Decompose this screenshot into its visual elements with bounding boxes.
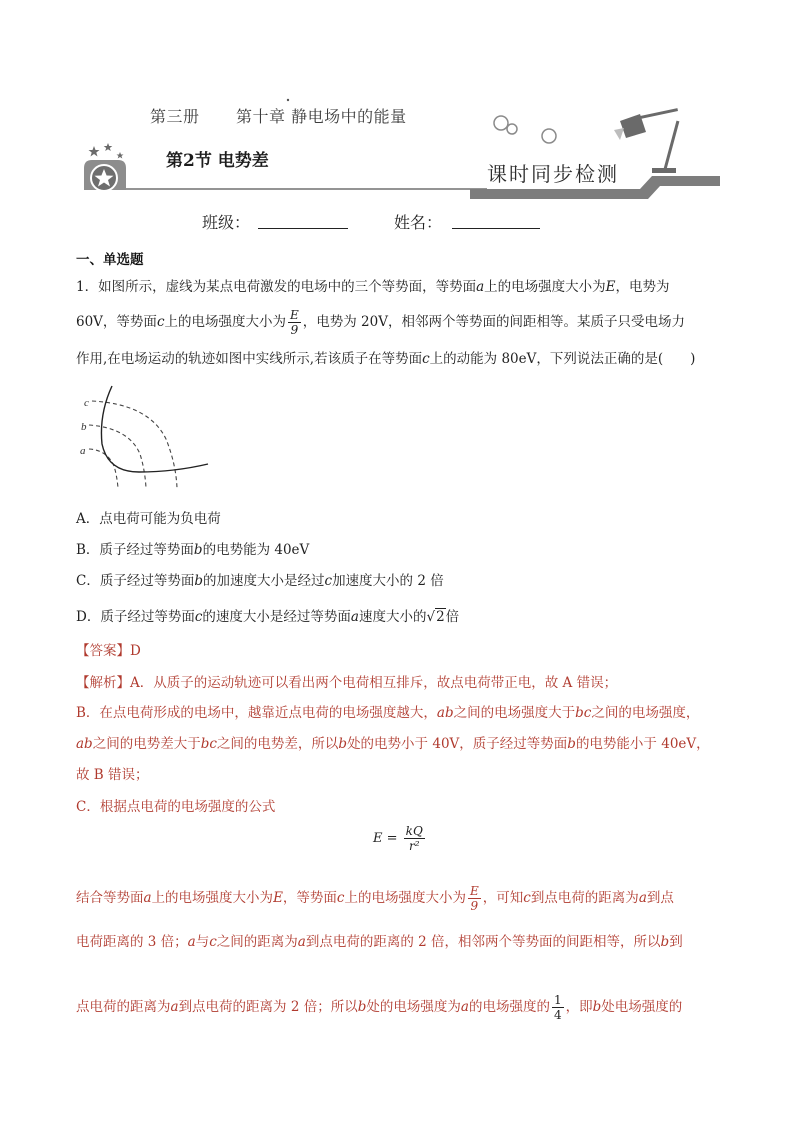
desk-lamp-icon: [614, 108, 679, 173]
label-a: a: [80, 445, 86, 457]
brand-title: 课时同步检测: [487, 162, 619, 186]
class-label: 班级：: [202, 213, 251, 232]
option-b[interactable]: B．质子经过等势面b的电势能为 40eV: [76, 542, 310, 558]
sqrt-two: √2: [426, 609, 445, 625]
equipotential-figure: [74, 384, 214, 490]
label-c: c: [84, 397, 89, 409]
analysis-b-line-2: ab之间的电势差大于bc之间的电势差，所以b处的电势小于 40V，质子经过等势面b的电势能小于 40eV，: [76, 736, 710, 752]
analysis-c-line-3: 电荷距离的 3 倍；a与c之间的距离为a到点电荷的距离的 2 倍，相邻两个等势面的间距相等，所以b到: [76, 934, 683, 950]
answer-line: 【答案】D: [76, 643, 141, 659]
option-d[interactable]: D．质子经过等势面c的速度大小是经过等势面a速度大小的√2倍: [76, 609, 460, 625]
question-section-heading: 一、单选题: [76, 252, 144, 268]
name-field[interactable]: [452, 228, 540, 229]
question-line-1: 1．如图所示，虚线为某点电荷激发的电场中的三个等势面，等势面a上的电场强度大小为E，电势为: [76, 279, 670, 295]
bubbles-icon: [494, 116, 556, 143]
analysis-a: 【解析】A．从质子的运动轨迹可以看出两个电荷相互排斥，故点电荷带正电，故 A 错误；: [76, 675, 618, 691]
question-line-3: 作用,在电场运动的轨迹如图中实线所示,若该质子在等势面c上的动能为 80eV，下列说法正确的是( ): [76, 351, 696, 367]
star-badge-icon: [84, 143, 126, 191]
question-line-2: 60V，等势面c上的电场强度大小为 $\frac{E}{9}$ ，电势为 20V，相邻两个等势面的间距相等。某质子只受电场力: [76, 308, 685, 337]
analysis-c-line-1: C．根据点电荷的电场强度的公式: [76, 799, 276, 815]
option-a[interactable]: A．点电荷可能为负电荷: [76, 511, 221, 527]
coulomb-formula: E = $\frac{kQ}{\text{r²}}$: [373, 824, 423, 853]
analysis-c-line-2: 结合等势面a上的电场强度大小为E，等势面c上的电场强度大小为 $\frac{E}{9}$ ，可知c到点电荷的距离为a到点: [76, 884, 674, 913]
fraction-e-over-9: $\frac{E}{9}$: [290, 308, 299, 337]
equipotential-a: [89, 449, 118, 488]
name-label: 姓名：: [394, 213, 443, 232]
book-title: 第三册: [150, 107, 200, 126]
option-c[interactable]: C．质子经过等势面b的加速度大小是经过c加速度大小的 2 倍: [76, 573, 444, 589]
section-title: 第2节 电势差: [166, 151, 269, 171]
label-b: b: [81, 421, 87, 433]
analysis-b-line-1: B．在点电荷形成的电场中，越靠近点电荷的电场强度越大，ab之间的电场强度大于bc之间的电场强度，: [76, 705, 700, 721]
equipotential-b: [89, 425, 146, 488]
analysis-b-line-3: 故 B 错误；: [76, 767, 149, 783]
header-banner: [0, 0, 794, 200]
class-field[interactable]: [258, 228, 348, 229]
chapter-title: 第十章 静电场中的能量: [236, 107, 407, 126]
analysis-c-line-4: 点电荷的距离为a到点电荷的距离为 2 倍；所以b处的电场强度为a的电场强度的 $\frac{1}{4}$ ，即b处电场强度的: [76, 993, 683, 1022]
trajectory-path: [101, 386, 208, 472]
